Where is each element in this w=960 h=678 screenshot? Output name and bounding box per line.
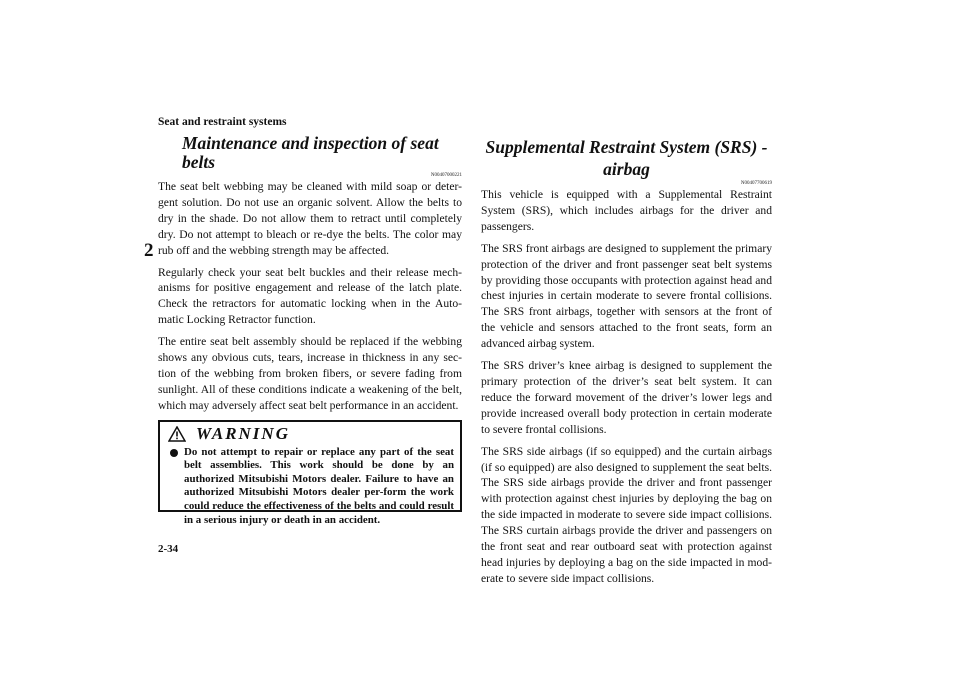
page-number: 2-34 — [158, 543, 179, 555]
warning-triangle-icon — [168, 426, 186, 442]
section-code: N00407000221 — [430, 173, 462, 178]
bullet-icon — [170, 449, 178, 457]
paragraph: The SRS side airbags (if so equipped) and the curtain airbags (if so equipped) are also designed to supplement the seat belts. The SRS side airbags provide the driver and front passenger with protection against chest injuries by deploying the bag on the side impacted in moderate to severe side impact collisions. The SRS curtain airbags provide the driver and passengers on the front seat and rear outboard seat with protection against head injuries by deploying a bag on the side impacted in mod-erate to severe side impact collisions. — [481, 444, 772, 585]
left-column — [158, 133, 462, 526]
warning-title: WARNING — [196, 423, 290, 443]
paragraph: The SRS driver’s knee airbag is designed to supplement the primary protection of the driver’s seat belt system. It can reduce the forward movement of the driver’s lower legs and provide increased overall body protection in certain moderate to severe frontal collisions. — [481, 359, 772, 436]
right-column — [481, 134, 772, 593]
warning-item — [168, 446, 454, 528]
paragraph: Regularly check your seat belt buckles and their release mech-anisms for positive engagement and release of the latch plate. Check the retractors for automatic locking when in the Auto-matic Locking Retractor function. — [158, 265, 462, 327]
section-header: Seat and restraint systems — [158, 116, 287, 128]
section-code: N00407700619 — [740, 181, 772, 186]
paragraph: The entire seat belt assembly should be replaced if the webbing shows any obvious cuts, tears, increase in thickness in any sec-tion of the webbing from broken fibers, or severe fading from sunlight. All of these conditions indicate a weakening of the belt, which may adversely affect seat belt performance in an accident. — [158, 335, 462, 412]
section-title-srs-airbag: Supplemental Restraint System (SRS) - airbag — [485, 137, 768, 179]
paragraph: The seat belt webbing may be cleaned with mild soap or deter-gent solution. Do not use an organic solvent. Allow the belts to dry in the shade. Do not allow them to retract until completely dry. Do not attempt to bleach or re-dye the belts. The color may rub off and the webbing strength may be affected. — [158, 180, 462, 257]
section-title-seat-belts: Maintenance and inspection of seat belts — [182, 133, 439, 172]
warning-header — [168, 424, 454, 444]
paragraph: This vehicle is equipped with a Supplemental Restraint System (SRS), which includes airbags for the driver and passengers. — [481, 188, 772, 233]
paragraph: The SRS front airbags are designed to supplement the primary protection of the driver and front passenger seat belt systems by providing those occupants with protection against head and chest injuries in certain moderate to severe frontal collisions. The SRS front airbags, together with sensors at the front of the vehicle and sensors attached to the front seats, form an advanced airbag system. — [481, 241, 772, 351]
warning-box — [158, 420, 462, 526]
chapter-tab: 2 — [144, 240, 154, 261]
warning-text: Do not attempt to repair or replace any part of the seat belt assemblies. This work should be done by an authorized Mitsubishi Motors dealer. Failure to have an authorized Mitsubishi Motors dealer per-form the work could reduce the effectiveness of the belts and could result in a serious injury or death in an accident. — [184, 445, 454, 526]
